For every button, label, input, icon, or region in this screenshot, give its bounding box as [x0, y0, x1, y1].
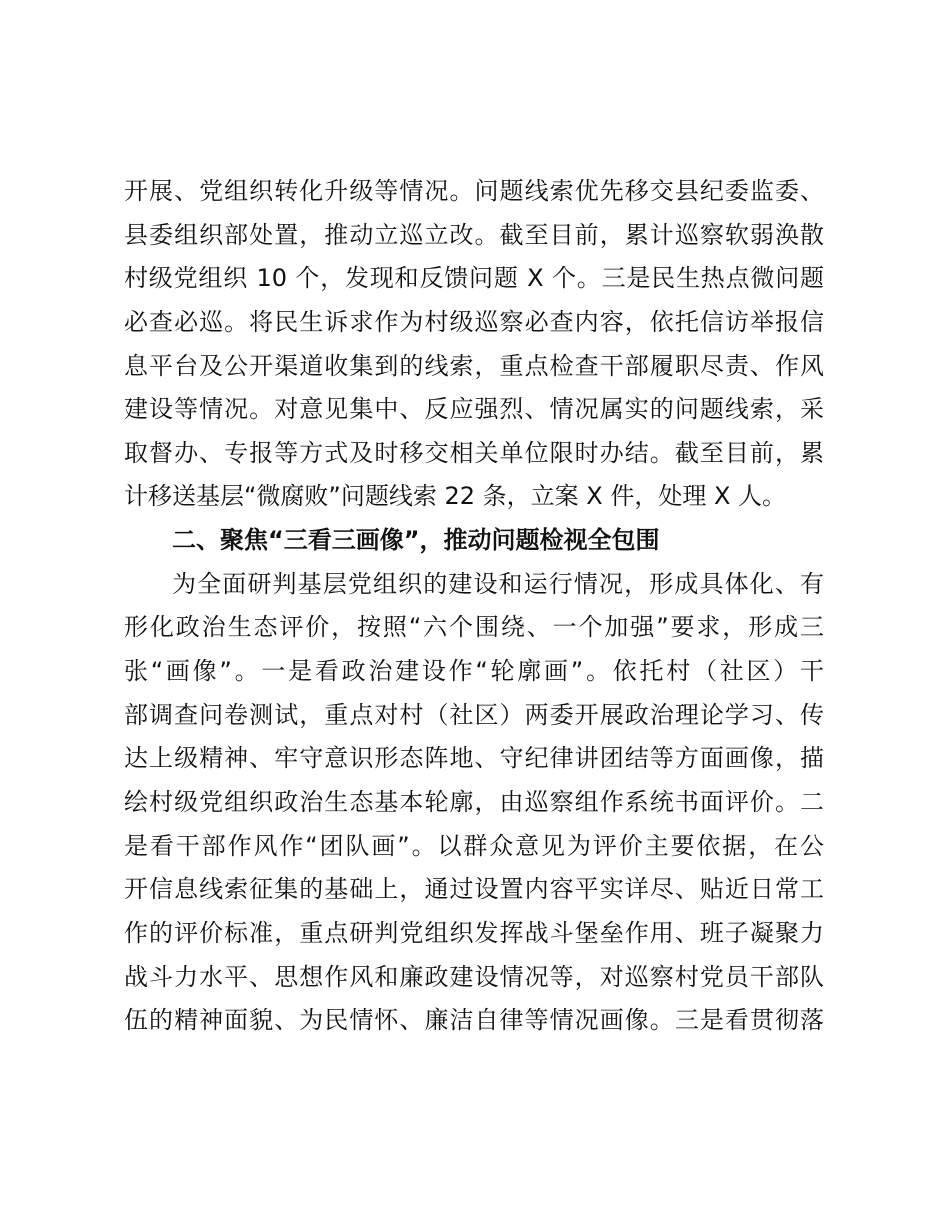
paragraph-line: 形化政治生态评价，按照“六个围绕、一个加强”要求，形成三	[124, 613, 824, 642]
paragraph-line: 开展、党组织转化升级等情况。问题线索优先移交县纪委监委、	[124, 177, 824, 205]
paragraph-line: 达上级精神、牢守意识形态阵地、守纪律讲团结等方面画像，描	[124, 744, 824, 773]
paragraph-line: 村级党组织 10 个，发现和反馈问题 X 个。三是民生热点微问题	[124, 264, 824, 293]
paragraph-line: 开信息线索征集的基础上，通过设置内容平实详尽、贴近日常工	[124, 875, 824, 904]
paragraph-line: 伍的精神面貌、为民情怀、廉洁自律等情况画像。三是看贯彻落	[124, 1006, 824, 1035]
paragraph-line: 取督办、专报等方式及时移交相关单位限时办结。截至目前，累	[124, 438, 824, 467]
paragraph-line: 息平台及公开渠道收集到的线索，重点检查干部履职尽责、作风	[124, 351, 824, 380]
paragraph-line: 县委组织部处置，推动立巡立改。截至目前，累计巡察软弱涣散	[124, 220, 824, 249]
paragraph-line: 为全面研判基层党组织的建设和运行情况，形成具体化、有	[172, 569, 824, 598]
paragraph-line: 是看干部作风作“团队画”。以群众意见为评价主要依据，在公	[124, 831, 824, 860]
body-text	[124, 170, 824, 1043]
paragraph-line: 张“画像”。一是看政治建设作“轮廓画”。依托村（社区）干	[124, 657, 824, 686]
paragraph-line: 计移送基层“微腐败”问题线索 22 条，立案 X 件，处理 X 人。	[124, 482, 787, 511]
paragraph-line: 绘村级党组织政治生态基本轮廓，由巡察组作系统书面评价。二	[124, 787, 824, 816]
section-heading: 二、聚焦“三看三画像”，推动问题检视全包围	[172, 526, 660, 555]
paragraph-line: 部调查问卷测试，重点对村（社区）两委开展政治理论学习、传	[124, 700, 824, 729]
paragraph-line: 作的评价标准，重点研判党组织发挥战斗堡垒作用、班子凝聚力	[124, 918, 824, 947]
paragraph-line: 战斗力水平、思想作风和廉政建设情况等，对巡察村党员干部队	[124, 962, 824, 991]
paragraph-line: 建设等情况。对意见集中、反应强烈、情况属实的问题线索，采	[124, 395, 824, 424]
paragraph-line: 必查必巡。将民生诉求作为村级巡察必查内容，依托信访举报信	[124, 307, 824, 336]
